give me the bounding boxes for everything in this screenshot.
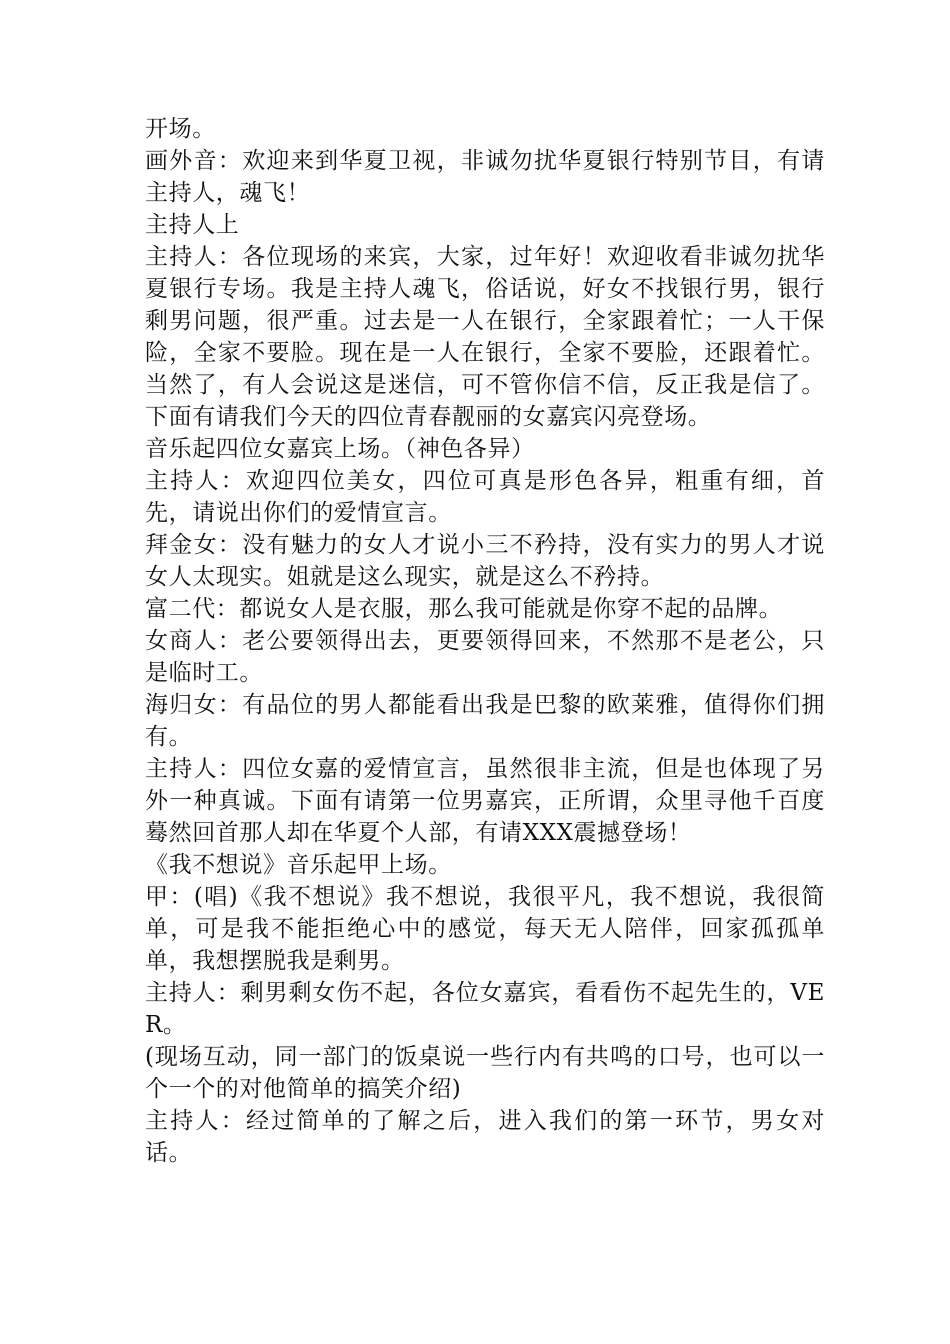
paragraph-song: 甲：(唱)《我不想说》我不想说，我很平凡，我不想说，我很简单，可是我不能拒绝心中的感觉，每天无人陪伴，回家孤孤单单，我想摆脱我是剩男。: [145, 884, 825, 974]
paragraph-voiceover: 画外音：欢迎来到华夏卫视，非诚勿扰华夏银行特别节目，有请主持人，魂飞！: [145, 148, 825, 206]
paragraph-rich-heiress: 富二代：都说女人是衣服，那么我可能就是你穿不起的品牌。: [145, 596, 783, 622]
paragraph-music-cue: 《我不想说》音乐起甲上场。: [145, 852, 452, 878]
paragraph-returnee: 海归女：有品位的男人都能看出我是巴黎的欧莱雅，值得你们拥有。: [145, 692, 825, 750]
document-body: [145, 113, 825, 1169]
paragraph-gold-digger: 拜金女：没有魅力的女人才说小三不矜持，没有实力的男人才说女人太现实。姐就是这么现实，就是这么不矜持。: [145, 532, 825, 590]
paragraph-businesswoman: 女商人：老公要领得出去，更要领得回来，不然那不是老公，只是临时工。: [145, 628, 825, 686]
paragraph-host-declarations: 主持人：欢迎四位美女，四位可真是形色各异，粗重有细，首先，请说出你们的爱情宣言。: [145, 468, 825, 526]
paragraph-host-first-round: 主持人：经过简单的了解之后，进入我们的第一环节，男女对话。: [145, 1108, 825, 1166]
paragraph-host-ver: 主持人：剩男剩女伤不起，各位女嘉宾，看看伤不起先生的，VER。: [145, 980, 825, 1038]
paragraph-guests-enter: 音乐起四位女嘉宾上场。（神色各异）: [145, 436, 535, 462]
paragraph-host-welcome: 主持人：各位现场的来宾，大家，过年好！欢迎收看非诚勿扰华夏银行专场。我是主持人魂飞，俗话说，好女不找银行男，银行剩男问题，很严重。过去是一人在银行，全家跟着忙；一人干保险，全家不要脸。现在是一人在银行，全家不要脸，还跟着忙。当然了，有人会说这是迷信，可不管你信不信，反正我是信了。下面有请我们今天的四位青春靓丽的女嘉宾闪亮登场。: [145, 244, 825, 430]
paragraph-host-first-male: 主持人：四位女嘉的爱情宣言，虽然很非主流，但是也体现了另外一种真诚。下面有请第一位男嘉宾，正所谓，众里寻他千百度 蓦然回首那人却在华夏个人部，有请XXX震撼登场！: [145, 756, 825, 846]
paragraph-interaction-note: (现场互动，同一部门的饭桌说一些行内有共鸣的口号，也可以一个一个的对他简单的搞笑介绍): [145, 1044, 825, 1102]
paragraph-host-enters: 主持人上: [145, 212, 240, 238]
paragraph-opening: 开场。: [145, 116, 216, 142]
